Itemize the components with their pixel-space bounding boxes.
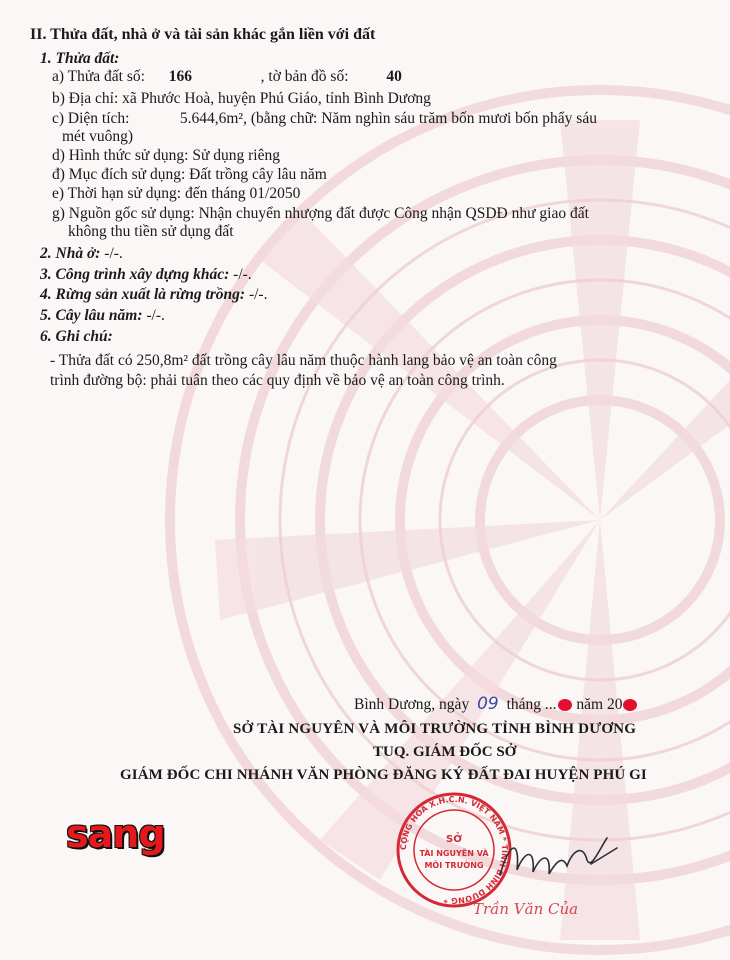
address-line: b) Địa chỉ: xã Phước Hoà, huyện Phú Giáo, tỉnh Bình Dương xyxy=(52,90,431,107)
other-works-value: -/-. xyxy=(229,266,252,283)
note-line-2: trình đường bộ: phải tuân theo các quy định về bảo vệ an toàn công trình. xyxy=(50,372,505,389)
origin-line: g) Nguồn gốc sử dụng: Nhận chuyển nhượng đất được Công nhận QSDĐ như giao đất xyxy=(52,205,589,222)
area-label: c) Diện tích: xyxy=(52,110,130,127)
tuq-title: TUQ. GIÁM ĐỐC SỞ xyxy=(373,744,517,760)
area-value-cont: mét vuông) xyxy=(62,128,134,145)
notes-heading: 6. Ghi chú: xyxy=(40,328,113,345)
parcel-number-value: 166 xyxy=(168,68,193,85)
area-value: 5.644,6m², (bằng chữ: Năm nghìn sáu trăm bốn mươi bốn phẩy sáu xyxy=(179,110,597,127)
seal-center-line-3: MÔI TRƯỜNG xyxy=(424,861,484,870)
seal-center-line-1: SỞ xyxy=(446,834,462,845)
usage-purpose-line: đ) Mục đích sử dụng: Đất trồng cây lâu năm xyxy=(52,166,327,183)
map-sheet-value: 40 xyxy=(386,68,402,85)
parcel-number-label: a) Thửa đất số: xyxy=(52,68,145,85)
other-works-line xyxy=(40,266,252,284)
handwritten-signature xyxy=(495,830,625,890)
forest-line xyxy=(40,286,267,304)
sang-watermark-logo: sang xyxy=(66,812,165,856)
perennial-line xyxy=(40,307,165,325)
department-title: SỞ TÀI NGUYÊN VÀ MÔI TRƯỜNG TỈNH BÌNH DƯƠNG xyxy=(233,721,637,737)
year-redaction xyxy=(623,699,637,711)
seal-ring-text: CỘNG HÒA X.H.C.N. VIỆT NAM * TỈNH BÌNH DƯƠNG * xyxy=(398,794,510,906)
section-title: II. Thửa đất, nhà ở và tài sản khác gắn liền với đất xyxy=(30,26,376,43)
place-date-label: Bình Dương, ngày xyxy=(354,696,470,713)
house-value: -/-. xyxy=(100,245,123,262)
place-date-line xyxy=(354,695,638,714)
perennial-value: -/-. xyxy=(142,307,165,324)
month-redaction xyxy=(558,699,572,711)
map-sheet-label: , tờ bản đồ số: xyxy=(260,68,349,85)
area-line xyxy=(52,110,597,128)
note-line-1: - Thửa đất có 250,8m² đất trồng cây lâu năm thuộc hành lang bảo vệ an toàn công xyxy=(50,352,557,369)
parcel-number-line xyxy=(52,68,402,86)
usage-form-line: d) Hình thức sử dụng: Sử dụng riêng xyxy=(52,147,280,164)
house-label: 2. Nhà ở: xyxy=(40,245,101,262)
seal-center-line-2: TÀI NGUYÊN VÀ xyxy=(419,849,489,858)
forest-label: 4. Rừng sản xuất là rừng trồng: xyxy=(40,286,246,303)
month-dots: ... xyxy=(544,696,557,713)
other-works-label: 3. Công trình xây dựng khác: xyxy=(40,266,230,283)
forest-value: -/-. xyxy=(245,286,268,303)
parcel-heading: 1. Thửa đất: xyxy=(40,50,120,67)
month-label: tháng xyxy=(506,696,542,713)
house-line xyxy=(40,245,123,263)
year-label: năm 20 xyxy=(576,696,623,713)
perennial-label: 5. Cây lâu năm: xyxy=(40,307,143,324)
signer-name: Trần Văn Của xyxy=(473,900,579,918)
usage-term-line: e) Thời hạn sử dụng: đến tháng 01/2050 xyxy=(52,185,301,202)
branch-director-title: GIÁM ĐỐC CHI NHÁNH VĂN PHÒNG ĐĂNG KÝ ĐẤT ĐAI HUYỆN PHÚ GI xyxy=(120,767,647,783)
origin-line-cont: không thu tiền sử dụng đất xyxy=(68,223,234,240)
date-day: 09 xyxy=(477,694,499,714)
